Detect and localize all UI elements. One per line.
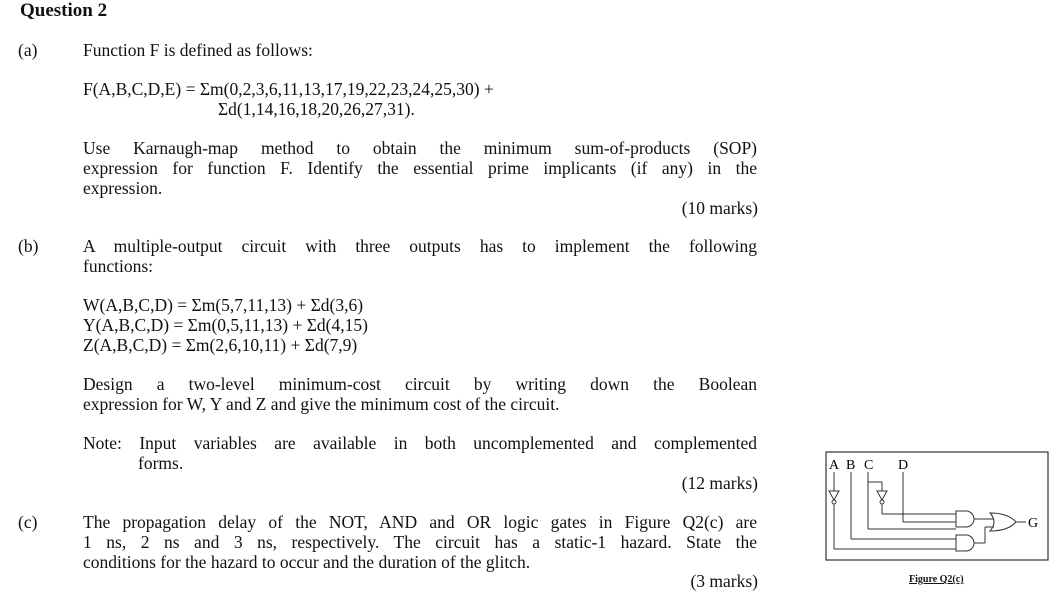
part-a-equation-line1: F(A,B,C,D,E) = Σm(0,2,3,6,11,13,17,19,22,23,24,25,30) +	[83, 79, 494, 99]
part-a-equation-line2: Σd(1,14,16,18,20,26,27,31).	[218, 99, 415, 119]
logic-circuit-figure	[822, 449, 1052, 564]
part-c-body-line2: 1 ns, 2 ns and 3 ns, respectively. The circuit has a static-1 hazard. State the	[83, 532, 757, 552]
input-c-label: C	[864, 458, 874, 473]
figure-caption: Figure Q2(c)	[909, 574, 964, 585]
part-c-body-line3: conditions for the hazard to occur and the duration of the glitch.	[83, 552, 531, 572]
input-a-label: A	[829, 458, 840, 473]
part-b-equation-z: Z(A,B,C,D) = Σm(2,6,10,11) + Σd(7,9)	[83, 335, 358, 355]
part-b-intro-line1: A multiple-output circuit with three outputs has to implement the following	[83, 236, 757, 256]
part-c-body-line1: The propagation delay of the NOT, AND and OR logic gates in Figure Q2(c) are	[83, 512, 757, 532]
part-a-label: (a)	[18, 40, 38, 60]
part-a-body-line3: expression.	[83, 178, 163, 198]
output-g-label: G	[1028, 516, 1039, 531]
part-b-intro-line2: functions:	[83, 256, 153, 276]
part-b-marks: (12 marks)	[681, 473, 758, 493]
part-b-label: (b)	[18, 236, 39, 256]
part-b-body-line2: expression for W, Y and Z and give the minimum cost of the circuit.	[83, 394, 560, 414]
part-c-label: (c)	[18, 512, 38, 532]
figure-frame	[826, 452, 1048, 560]
input-d-label: D	[898, 458, 909, 473]
question-title: Question 2	[20, 0, 108, 21]
part-b-note-line1: Note: Input variables are available in both uncomplemented and complemented	[83, 433, 757, 453]
part-a-marks: (10 marks)	[681, 198, 758, 218]
part-a-body-line1: Use Karnaugh-map method to obtain the minimum sum-of-products (SOP)	[83, 138, 757, 158]
part-b-note-line2: forms.	[138, 453, 184, 473]
part-b-equation-w: W(A,B,C,D) = Σm(5,7,11,13) + Σd(3,6)	[83, 295, 364, 315]
input-b-label: B	[846, 458, 856, 473]
part-c-marks: (3 marks)	[690, 571, 758, 591]
part-b-equation-y: Y(A,B,C,D) = Σm(0,5,11,13) + Σd(4,15)	[83, 315, 368, 335]
part-a-intro: Function F is defined as follows:	[83, 40, 313, 60]
part-a-body-line2: expression for function F. Identify the essential prime implicants (if any) in the	[83, 158, 757, 178]
part-b-body-line1: Design a two-level minimum-cost circuit by writing down the Boolean	[83, 374, 757, 394]
